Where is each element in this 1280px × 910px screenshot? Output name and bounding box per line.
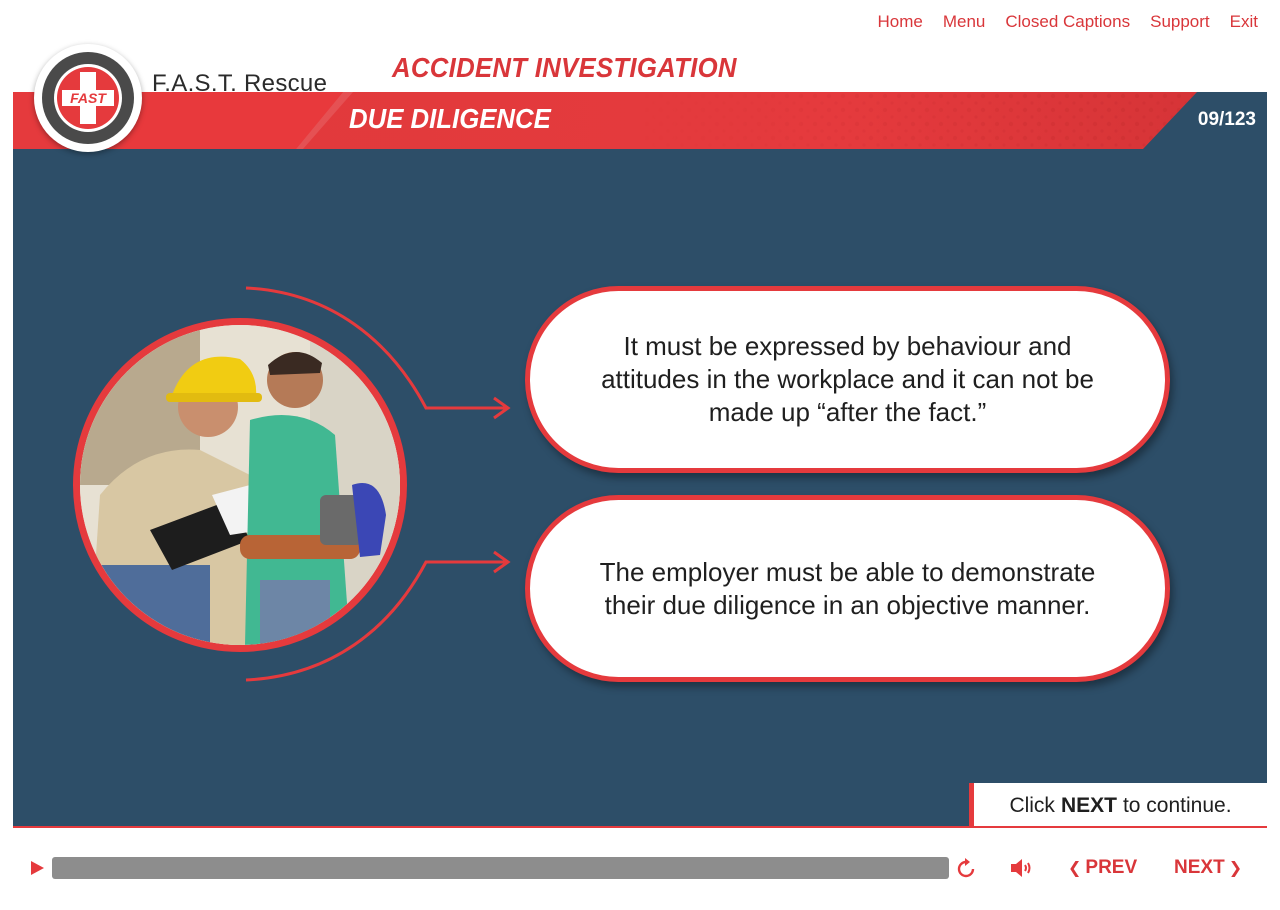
course-title: ACCIDENT INVESTIGATION (392, 52, 737, 83)
logo-text: FAST (70, 90, 106, 106)
page-counter: 09/123 (1197, 109, 1256, 130)
section-title: DUE DILIGENCE (349, 103, 551, 134)
fast-logo[interactable] (34, 44, 142, 152)
chevron-left-icon: ❮ (1068, 860, 1082, 877)
nav-menu-link[interactable]: Menu (942, 12, 986, 31)
nav-support-link[interactable]: Support (1150, 12, 1210, 31)
fast-logo-icon (40, 50, 136, 146)
nav-exit-link[interactable]: Exit (1229, 12, 1258, 31)
nav-closed-captions-link[interactable]: Closed Captions (1005, 12, 1131, 31)
info-bubble-objective (525, 495, 1170, 682)
continue-prefix: Click (1009, 793, 1055, 817)
next-label: NEXT (1174, 857, 1225, 878)
continue-next-word: NEXT (1060, 793, 1117, 817)
workers-photo (73, 318, 407, 652)
continue-suffix: to continue. (1122, 793, 1232, 817)
nav-home-link[interactable]: Home (877, 12, 923, 31)
prev-label: PREV (1085, 857, 1138, 878)
footer-divider (13, 826, 1267, 828)
brand-name: F.A.S.T. Rescue (152, 70, 328, 97)
workers-photo-icon (80, 325, 400, 645)
chevron-right-icon: ❯ (1228, 860, 1243, 877)
continue-prompt (969, 783, 1267, 828)
info-bubble-text: It must be expressed by behaviour and attitudes in the workplace and it can not be made up “after the fact.” (601, 331, 1094, 427)
info-bubble-text: The employer must be able to demonstrate their due diligence in an objective manner. (599, 556, 1096, 620)
info-bubble-behaviour (525, 286, 1170, 473)
